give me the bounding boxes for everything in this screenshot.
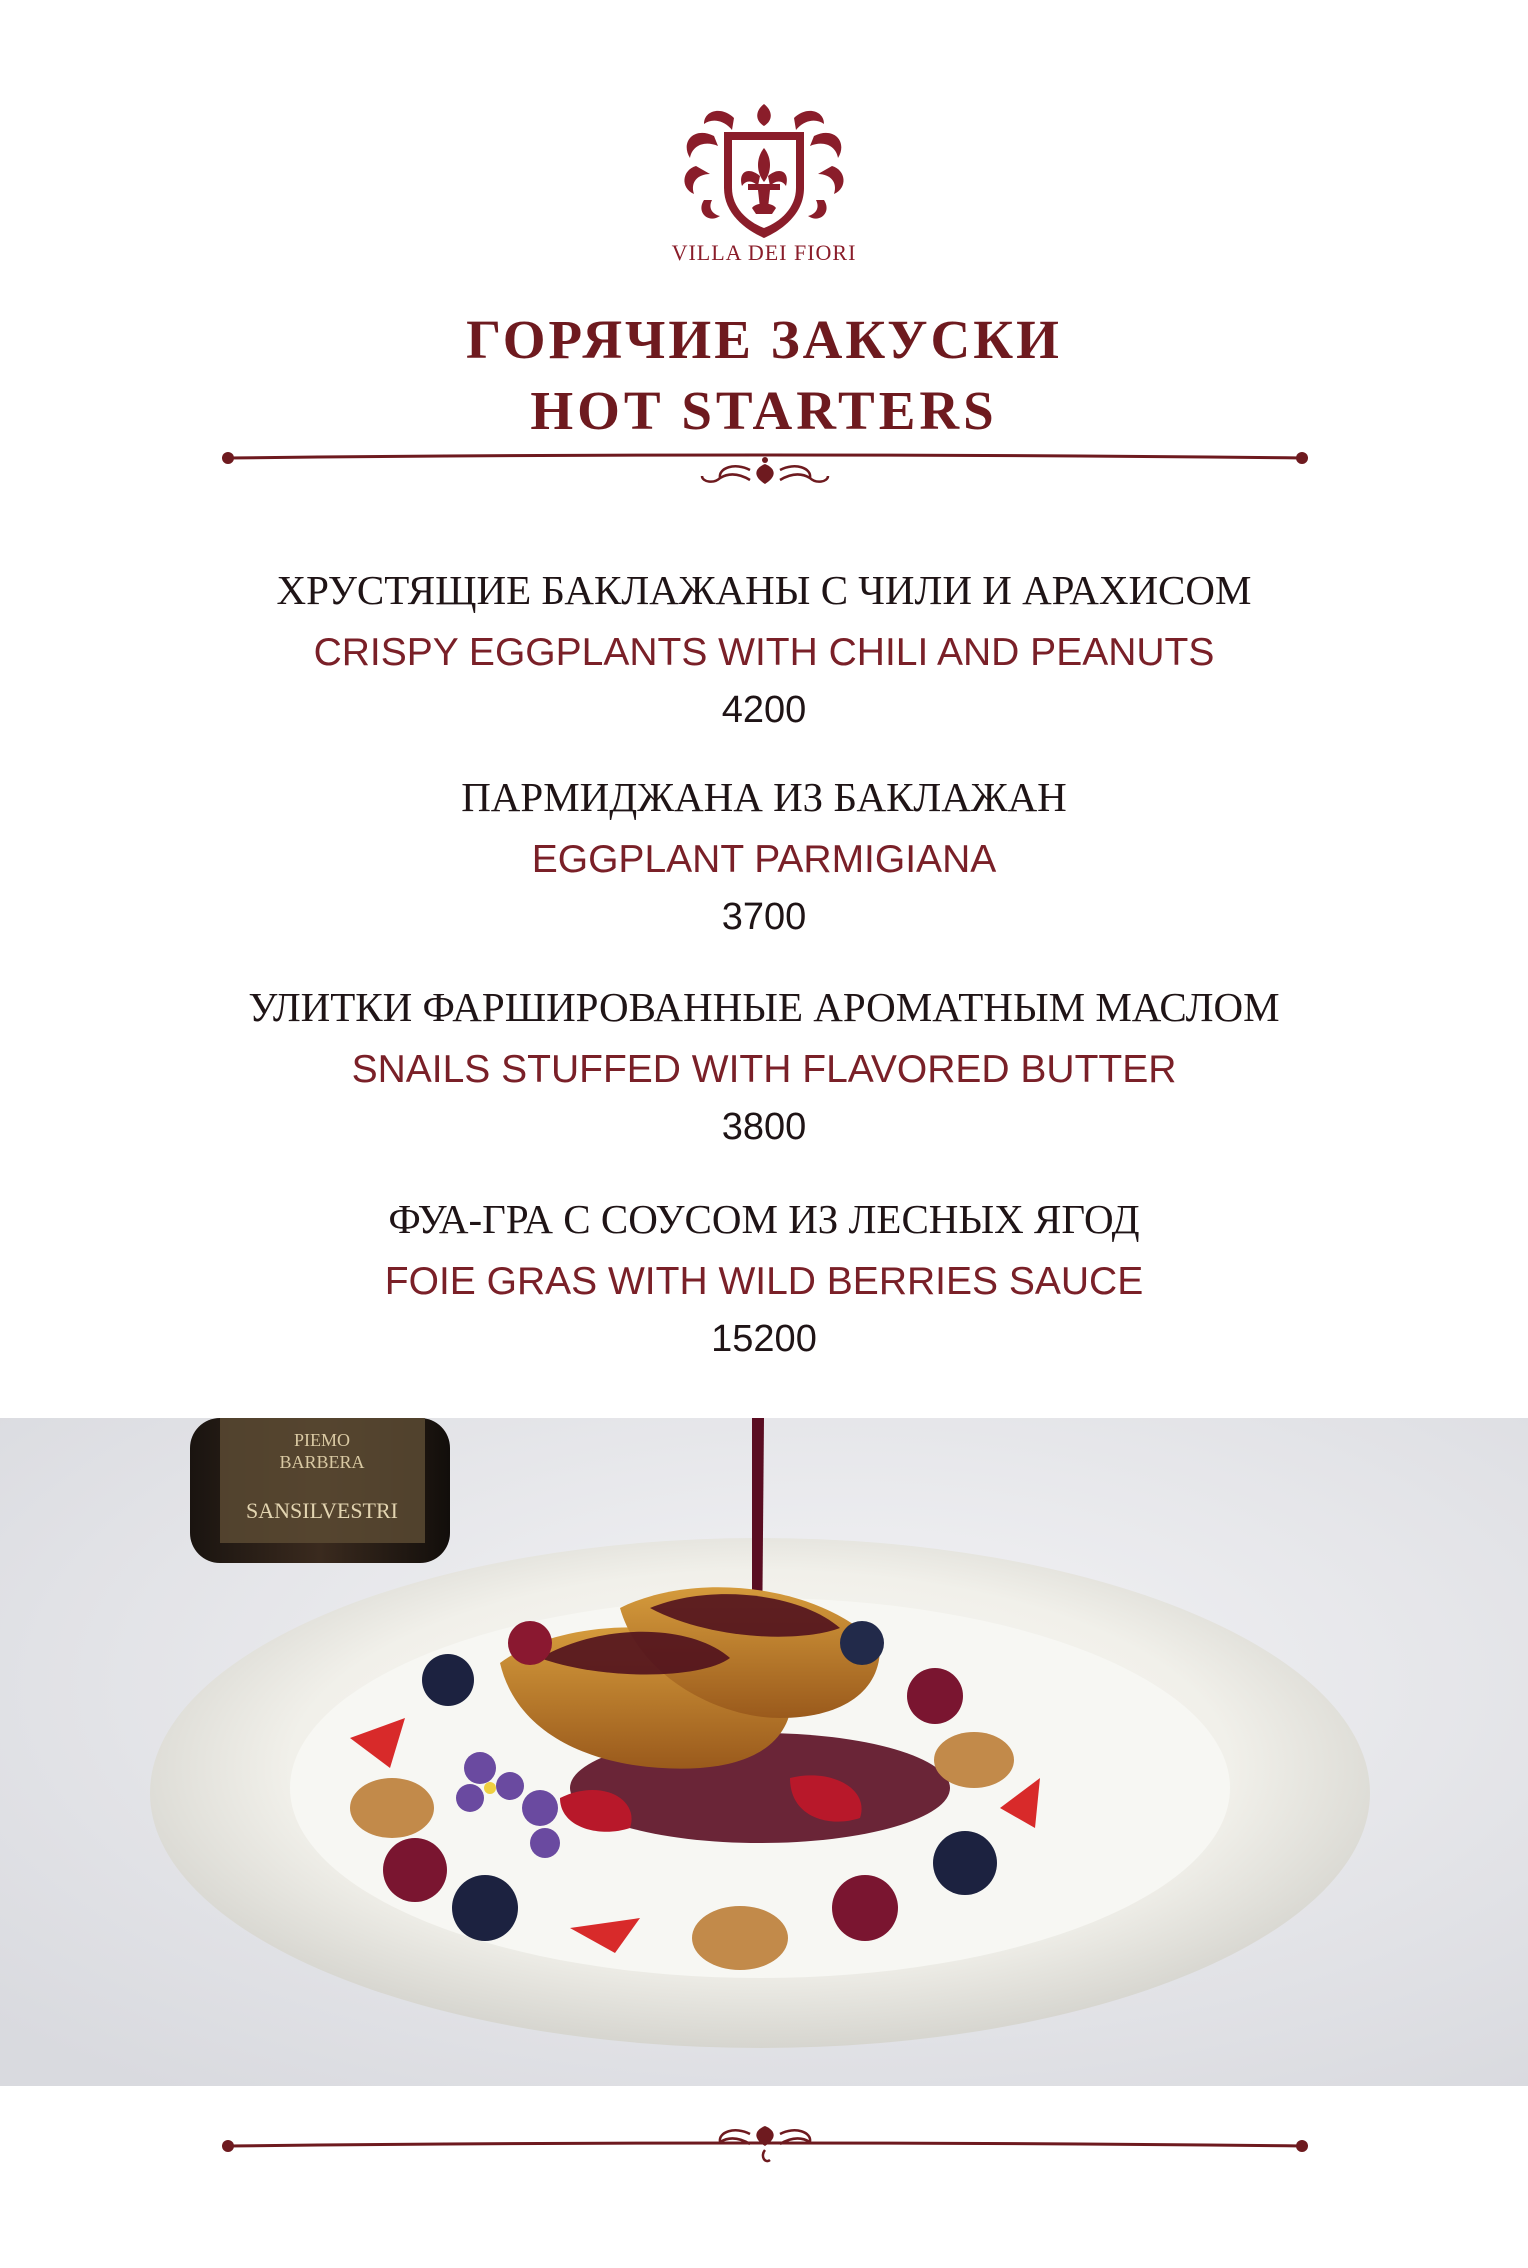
dish-name-en: SNAILS STUFFED WITH FLAVORED BUTTER — [351, 1048, 1177, 1091]
menu-item — [0, 1196, 1528, 1360]
page-title-en: HOT STARTERS — [530, 380, 998, 441]
dish-name-en: EGGPLANT PARMIGIANA — [531, 838, 997, 881]
dish-name-ru: ФУА-ГРА С СОУСОМ ИЗ ЛЕСНЫХ ЯГОД — [388, 1196, 1140, 1242]
dish-name-ru: УЛИТКИ ФАРШИРОВАННЫЕ АРОМАТНЫМ МАСЛОМ — [248, 984, 1280, 1030]
bottle-label-line: SANSILVESTRI — [246, 1498, 398, 1523]
dish-name-ru: ПАРМИДЖАНА ИЗ БАКЛАЖАН — [461, 774, 1067, 820]
bottle-label-line: PIEMO — [293, 1430, 351, 1450]
dish-price: 3800 — [721, 1106, 807, 1148]
dish-name-en: FOIE GRAS WITH WILD BERRIES SAUCE — [384, 1260, 1144, 1303]
foie-gras-plate-image — [0, 1418, 1528, 2086]
menu-item — [0, 567, 1528, 731]
dish-price: 15200 — [711, 1318, 817, 1360]
dish-name-ru: ХРУСТЯЩИЕ БАКЛАЖАНЫ С ЧИЛИ И АРАХИСОМ — [276, 567, 1252, 613]
dish-photo — [0, 1418, 1528, 2086]
dish-price: 3700 — [721, 896, 807, 938]
bottle-label-line: BARBERA — [279, 1452, 365, 1472]
menu-item — [0, 984, 1528, 1148]
fleur-de-lis-crest-icon — [674, 96, 854, 246]
dish-name-en: CRISPY EGGPLANTS WITH CHILI AND PEANUTS — [313, 631, 1215, 674]
ornamental-divider-bottom — [220, 2120, 1310, 2172]
brand-name: VILLA DEI FIORI — [671, 240, 857, 265]
dish-price: 4200 — [721, 689, 807, 731]
menu-item — [0, 774, 1528, 938]
page-title-ru: ГОРЯЧИЕ ЗАКУСКИ — [466, 309, 1062, 370]
ornamental-divider-top — [220, 440, 1310, 492]
